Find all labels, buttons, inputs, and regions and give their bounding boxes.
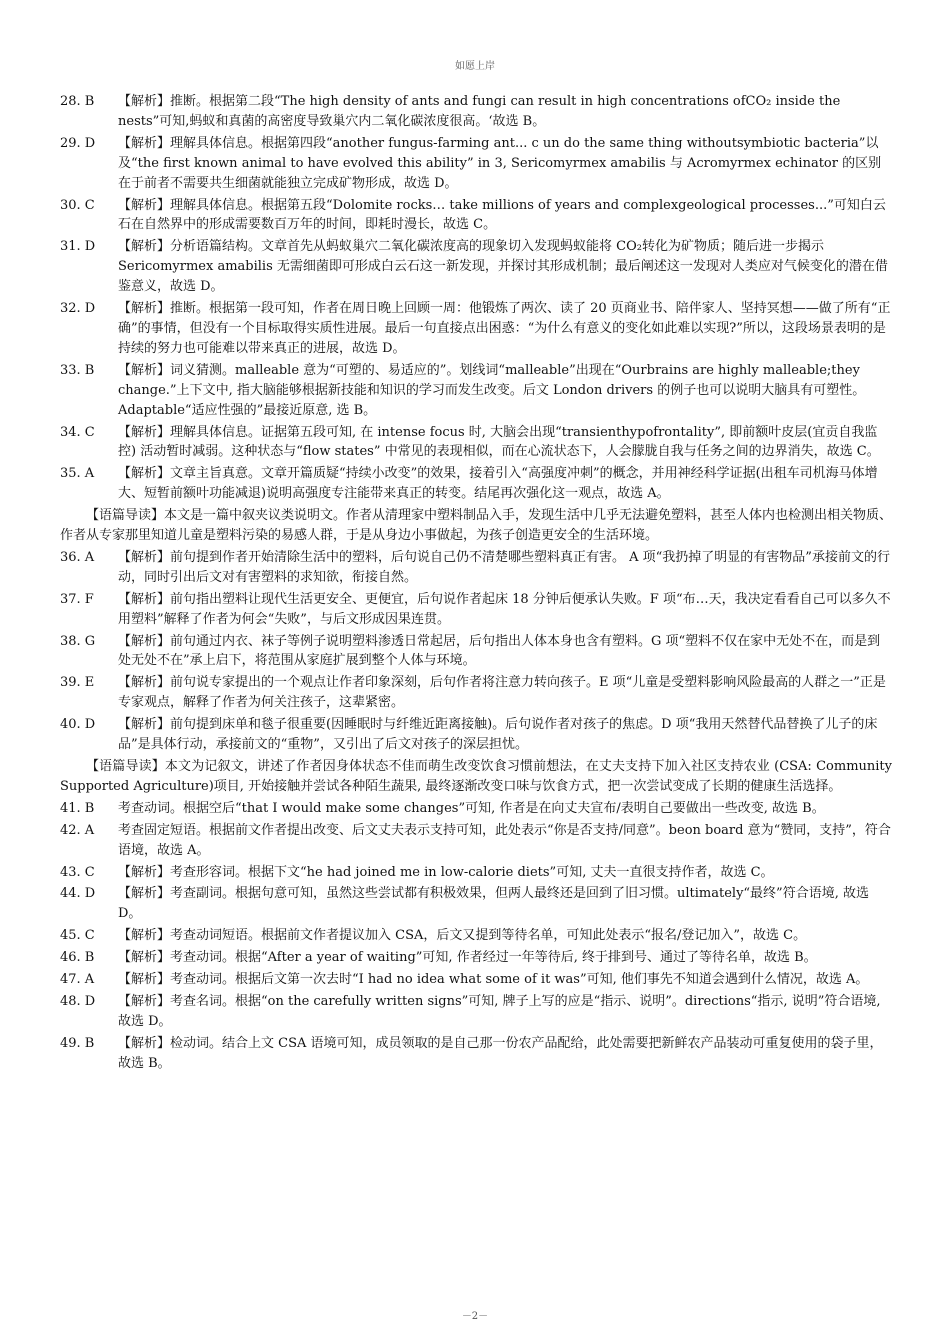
answer-item xyxy=(60,237,892,297)
answer-explanation: 【解析】前句指出塑料让现代生活更安全、更便宜，后句说作者起床 18 分钟后便承认失败。F 项“布…天，我决定看看自己可以多久不用塑料”解释了作者为何会“失败”，与后文形成因果连贯。 xyxy=(118,591,891,627)
answer-item xyxy=(60,590,892,630)
answer-explanation: 【解析】考查形容词。根据下文“he had joined me in low-calorie diets”可知, 丈夫一直很支持作者，故选 C。 xyxy=(118,864,774,880)
answer-explanation: 【解析】前句提到作者开始清除生活中的塑料，后句说自己仍不清楚哪些塑料真正有害。 A 项“我扔掉了明显的有害物品”承接前文的行动，同时引出后文对有害塑料的求知欲，衔接自然。 xyxy=(118,549,890,585)
answer-explanation: 【解析】推断。根据第一段可知，作者在周日晚上回顾一周：他锻炼了两次、读了 20 页商业书、陪伴家人、坚持冥想——做了所有“正确”的事情，但没有一个目标取得实质性进展。最后一句直接点出困惑：“为什么有意义的变化如此难以实现?”所以，这段场景表明的是持续的努力也可能难以带来真正的进展，故选 D。 xyxy=(118,301,891,356)
answer-item xyxy=(60,632,892,672)
passage-guide: 【语篇导读】本文为记叙文，讲述了作者因身体状态不佳而萌生改变饮食习惯前想法，在丈夫支持下加入社区支持农业 (CSA: Community Supported Agriculture)项目, 开始接触并尝试各种陌生蔬果, 最终逐渐改变口味与饮食方式，把一次尝试变成了长期的健康生活选择。 xyxy=(60,759,892,794)
answer-number: 44. D xyxy=(60,886,96,902)
answer-number: 45. C xyxy=(60,928,95,944)
answer-item xyxy=(60,884,892,924)
answer-explanation: 【解析】考查名词。根据“on the carefully written signs”可知, 牌子上写的应是“指示、说明”。directions“指示, 说明”符合语境, 故选 D。 xyxy=(118,993,881,1029)
answer-number: 33. B xyxy=(60,362,95,378)
answer-number: 30. C xyxy=(60,197,95,213)
answer-group-reading xyxy=(60,92,892,504)
answer-item xyxy=(60,423,892,463)
answer-item xyxy=(60,863,892,883)
answer-item xyxy=(60,992,892,1032)
answer-number: 37. F xyxy=(60,591,94,607)
passage-guide: 【语篇导读】本文是一篇中叙夹议类说明文。作者从清理家中塑料制品入手，发现生活中几乎无法避免塑料，甚至人体内也检测出相关物质、作者从专家那里知道儿童是塑料污染的易感人群，于是从身边小事做起，为孩子创造更安全的生活环境。 xyxy=(60,508,893,544)
answer-number: 34. C xyxy=(60,424,95,440)
answer-number: 31. D xyxy=(60,239,96,255)
page-number: －2－ xyxy=(461,1311,489,1322)
answer-number: 42. A xyxy=(60,822,95,838)
answer-item xyxy=(60,948,892,968)
answer-number: 40. D xyxy=(60,717,96,733)
answer-explanation: 【解析】前句通过内衣、袜子等例子说明塑料渗透日常起居，后句指出人体本身也含有塑料。G 项“塑料不仅在家中无处不在，而是到处无处不在”承上启下，将范围从家庭扩展到整个人体与环境。 xyxy=(118,633,881,669)
answer-item xyxy=(60,715,892,755)
answer-number: 39. E xyxy=(60,675,95,691)
answer-number: 28. B xyxy=(60,94,95,109)
answer-item xyxy=(60,970,892,990)
answer-explanation: 【解析】理解具体信息。证据第五段可知, 在 intense focus 时, 大脑会出现“transienthypofrontality”, 即前额叶皮层(宜贡自我监控) 活动暂时减弱。这种状态与“flow states” 中常见的表现相似，而在心流状态下，人会朦胧自我与任务之间的边界消失，故选 C。 xyxy=(118,424,880,460)
answer-explanation: 【解析】前句提到床单和毯子很重要(因睡眠时与纤维近距离接触)。后句说作者对孩子的焦虑。D 项“我用天然替代品替换了儿子的床品”是具体行动，承接前文的“重物”，又引出了后文对孩子的深层担忧。 xyxy=(118,717,878,753)
answer-item xyxy=(60,299,892,359)
answer-number: 29. D xyxy=(60,135,96,151)
answer-item xyxy=(60,134,892,194)
answer-item xyxy=(60,821,892,861)
answer-explanation: 【解析】文章主旨真意。文章开篇质疑“持续小改变”的效果，接着引入“高强度冲刺”的概念，并用神经科学证据(出租车司机海马体增大、短暂前额叶功能减退)说明高强度专注能带来真正的转变。结尾再次强化这一观点，故选 A。 xyxy=(118,466,878,502)
answer-item xyxy=(60,548,892,588)
answer-explanation: 【解析】考查副词。根据句意可知，虽然这些尝试都有积极效果，但两人最终还是回到了旧习惯。ultimately“最终”符合语境, 故选 D。 xyxy=(118,886,869,922)
answer-explanation: 【解析】考查动词。根据“After a year of waiting”可知, 作者经过一年等待后, 终于排到号、通过了等待名单，故选 B。 xyxy=(118,950,817,966)
answer-explanation: 【解析】词义猜测。malleable 意为“可塑的、易适应的”。划线词“malleable”出现在“Ourbrains are highly malleable;they change.”上下文中, 指大脑能够根据新技能和知识的学习而发生改变。后文 London drivers 的例子也可以说明大脑具有可塑性。Adaptable“适应性强的”最接近原意, 选 B。 xyxy=(118,362,866,418)
answer-group-seven-five xyxy=(60,548,892,755)
answer-item xyxy=(60,1034,892,1074)
answer-number: 32. D xyxy=(60,301,96,317)
answer-number: 36. A xyxy=(60,549,95,565)
answer-explanation: 【解析】考查动词。根据后文第一次去时“I had no idea what some of it was”可知, 他们事先不知道会遇到什么情况，故选 A。 xyxy=(118,972,869,988)
answer-item xyxy=(60,92,892,132)
answer-explanation: 【解析】前句说专家提出的一个观点让作者印象深刻，后句作者将注意力转向孩子。E 项“儿童是受塑料影响风险最高的人群之一”正是专家观点，解释了作者为何关注孩子，这辈紧密。 xyxy=(118,675,886,711)
answer-item xyxy=(60,799,892,819)
answer-explanation: 【解析】分析语篇结构。文章首先从蚂蚁巢穴二氧化碳浓度高的现象切入发现蚂蚁能将 CO₂转化为矿物质；随后进一步揭示 Sericomyrmex amabilis 无需细菌即可形成白云石这一新发现，并探讨其形成机制；最后阐述这一发现对人类应对气候变化的潜在借鉴意义，故选 D。 xyxy=(118,239,888,295)
answer-explanation: 【解析】检动词。结合上文 CSA 语境可知，成员领取的是自己那一份农产品配给，此处需要把新鲜农产品装动可重复使用的袋子里，故选 B。 xyxy=(118,1035,883,1071)
answer-group-cloze xyxy=(60,799,892,1074)
answer-number: 41. B xyxy=(60,800,95,816)
answer-item xyxy=(60,196,892,236)
answer-content xyxy=(60,92,892,1076)
answer-item xyxy=(60,464,892,504)
answer-number: 35. A xyxy=(60,466,95,482)
answer-explanation: 考查动词。根据空后“that I would make some changes”可知, 作者是在向丈夫宣布/表明自己要做出一些改变, 故选 B。 xyxy=(118,800,825,816)
answer-number: 38. G xyxy=(60,633,96,649)
answer-item xyxy=(60,361,892,421)
answer-explanation: 【解析】推断。根据第二段“The high density of ants and fungi can result in high concentrations ofCO₂ inside the nests”可知,蚂蚁和真菌的高密度导致巢穴内二氧化碳浓度很高。‘故选 B。 xyxy=(118,94,841,129)
answer-number: 46. B xyxy=(60,950,95,966)
answer-explanation: 【解析】理解具体信息。根据第五段“Dolomite rocks… take millions of years and complexgeological processes...”可知白云石在自然界中的形成需要数百万年的时间，即耗时漫长，故选 C。 xyxy=(118,197,886,233)
answer-explanation: 【解析】考查动词短语。根据前文作者提议加入 CSA，后文又提到等待名单，可知此处表示“报名/登记加入”，故选 C。 xyxy=(118,928,807,944)
answer-explanation: 【解析】理解具体信息。根据第四段“another fungus-farming ant... c un do the same thing withoutsymbiotic bacteria”以及“the first known animal to have evolved this ability” in 3, Sericomyrmex amabilis 与 Acromyrmex echinator 的区别在于前者不需要共生细菌就能独立完成矿物形成，故选 D。 xyxy=(118,135,882,191)
answer-item xyxy=(60,926,892,946)
answer-item xyxy=(60,673,892,713)
answer-number: 49. B xyxy=(60,1035,95,1051)
answer-number: 47. A xyxy=(60,972,95,988)
page-header: 如愿上岸 xyxy=(455,61,495,72)
answer-explanation: 考查固定短语。根据前文作者提出改变、后文丈夫表示支持可知，此处表示“你是否支持/同意”。beon board 意为“赞同，支持”，符合语境，故选 A。 xyxy=(118,822,891,858)
answer-number: 43. C xyxy=(60,864,95,880)
answer-number: 48. D xyxy=(60,993,96,1009)
